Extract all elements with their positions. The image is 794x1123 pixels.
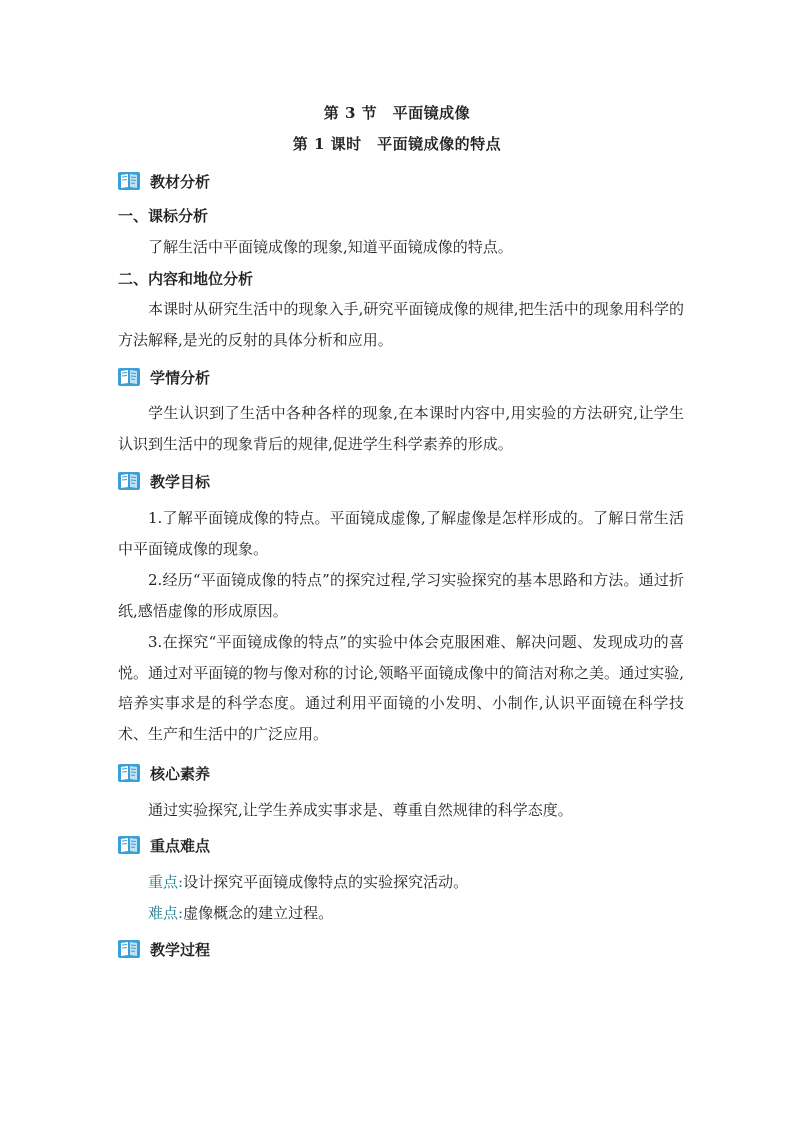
paragraph-difficulty — [118, 898, 684, 929]
open-book-icon — [118, 939, 140, 959]
section-label: 教学过程 — [150, 940, 211, 959]
open-book-icon — [118, 763, 140, 783]
section-objectives — [118, 470, 210, 492]
paragraph-student-analysis: 学生认识到了生活中各种各样的现象,在本课时内容中,用实验的方法研究,让学生认识到生活中的现象背后的规律,促进学生科学素养的形成。 — [118, 404, 684, 453]
section-student-analysis — [118, 366, 210, 388]
section-label: 教学目标 — [150, 472, 211, 491]
section-process — [118, 938, 210, 960]
paragraph-content-position: 本课时从研究生活中的现象入手,研究平面镜成像的规律,把生活中的现象用科学的方法解释,是光的反射的具体分析和应用。 — [118, 300, 684, 349]
section-label: 学情分析 — [150, 368, 211, 387]
difficulty-text: 虚像概念的建立过程。 — [183, 904, 334, 922]
open-book-icon — [118, 471, 140, 491]
key-point-text: 设计探究平面镜成像特点的实验探究活动。 — [183, 873, 469, 891]
difficulty-label: 难点: — [148, 904, 184, 922]
open-book-icon — [118, 171, 140, 191]
section-label: 重点难点 — [150, 836, 211, 855]
section-key-points — [118, 834, 210, 856]
open-book-icon — [118, 835, 140, 855]
objective-item-3: 3.在探究“平面镜成像的特点”的实验中体会克服困难、解决问题、发现成功的喜悦。通过对平面镜的物与像对称的讨论,领略平面镜成像中的简洁对称之美。通过实验,培养实事求是的科学态度。通过利用平面镜的小发明、小制作,认识平面镜在科学技术、生产和生活中的广泛应用。 — [118, 633, 684, 743]
section-label: 核心素养 — [150, 764, 211, 783]
subheading-content-position: 二、内容和地位分析 — [118, 270, 254, 288]
section-label: 教材分析 — [150, 172, 211, 191]
objective-item-1: 1.了解平面镜成像的特点。平面镜成虚像,了解虚像是怎样形成的。了解日常生活中平面镜成像的现象。 — [118, 509, 684, 558]
paragraph-core-literacy: 通过实验探究,让学生养成实事求是、尊重自然规律的科学态度。 — [148, 801, 573, 819]
section-textbook-analysis — [118, 170, 210, 192]
section-core-literacy — [118, 762, 210, 784]
key-point-label: 重点: — [148, 873, 184, 891]
objective-item-2: 2.经历“平面镜成像的特点”的探究过程,学习实验探究的基本思路和方法。通过折纸,感悟虚像的形成原因。 — [118, 571, 684, 620]
subheading-curriculum: 一、课标分析 — [118, 207, 209, 225]
paragraph-curriculum: 了解生活中平面镜成像的现象,知道平面镜成像的特点。 — [148, 238, 513, 256]
lesson-title: 第 1 课时 平面镜成像的特点 — [292, 135, 502, 153]
paragraph-key-point — [118, 867, 684, 898]
section-title: 第 3 节 平面镜成像 — [323, 104, 471, 122]
open-book-icon — [118, 367, 140, 387]
